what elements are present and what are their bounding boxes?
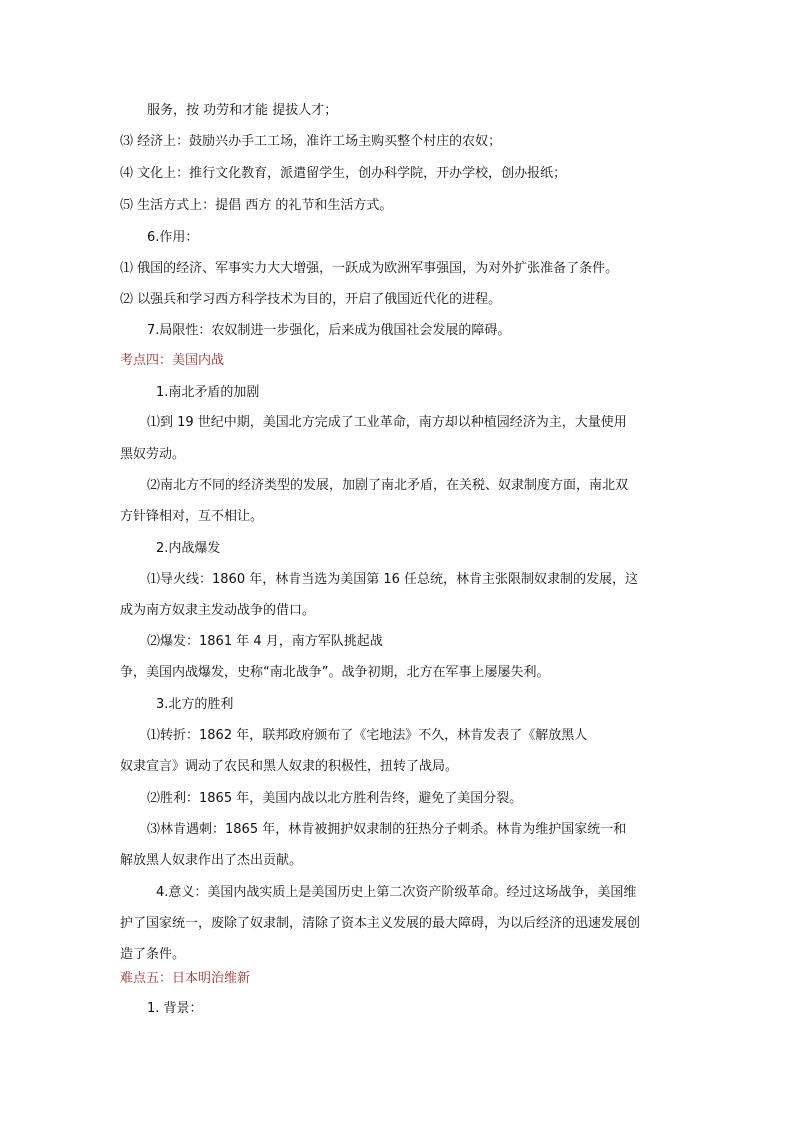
subsection-heading: 2.内战爆发 bbox=[156, 541, 221, 556]
subsection-heading: 7.局限性：农奴制进一步强化，后来成为俄国社会发展的障碍。 bbox=[147, 323, 511, 338]
paragraph-line: 黑奴劳动。 bbox=[120, 447, 186, 462]
list-item: ⑸ 生活方式上：提倡 西方 的礼节和生活方式。 bbox=[120, 198, 393, 213]
paragraph-line: ⑴导火线：1860 年，林肯当选为美国第 16 任总统，林肯主张限制奴隶制的发展，这 bbox=[147, 572, 639, 587]
list-item: ⑵ 以强兵和学习西方科学技术为目的，开启了俄国近代化的进程。 bbox=[120, 292, 502, 307]
paragraph-line: ⑵爆发：1861 年 4 月，南方军队挑起战 bbox=[147, 634, 383, 649]
paragraph-line: ⑴到 19 世纪中期，美国北方完成了工业革命，南方却以种植园经济为主，大量使用 bbox=[147, 415, 627, 430]
subsection-heading: 3.北方的胜利 bbox=[156, 697, 234, 712]
paragraph-line: 奴隶宣言》调动了农民和黑人奴隶的积极性，扭转了战局。 bbox=[120, 759, 459, 774]
paragraph-line: 方针锋相对，互不相让。 bbox=[120, 509, 264, 524]
paragraph-line: 争，美国内战爆发，史称“南北战争”。战争初期，北方在军事上屡屡失利。 bbox=[120, 665, 550, 680]
paragraph-line: 造了条件。 bbox=[120, 947, 186, 962]
list-item: ⑶ 经济上：鼓励兴办手工工场，准许工场主购买整个村庄的农奴； bbox=[120, 134, 502, 149]
section-heading: 考点四：美国内战 bbox=[120, 353, 225, 368]
list-item: ⑴ 俄国的经济、军事实力大大增强，一跃成为欧洲军事强国，为对外扩张准备了条件。 bbox=[120, 261, 619, 276]
subsection-heading: 1. 背景： bbox=[147, 1001, 203, 1016]
subsection-heading: 1.南北矛盾的加剧 bbox=[156, 385, 260, 400]
paragraph-line: ⑶林肯遇刺：1865 年，林肯被拥护奴隶制的狂热分子刺杀。林肯为维护国家统一和 bbox=[147, 822, 627, 837]
section-heading: 难点五：日本明治维新 bbox=[120, 971, 251, 986]
text-line: 服务，按 功劳和才能 提拔人才； bbox=[147, 103, 338, 118]
list-item: ⑷ 文化上：推行文化教育，派遣留学生，创办科学院，开办学校，创办报纸； bbox=[120, 166, 567, 181]
paragraph-line: 4.意义：美国内战实质上是美国历史上第二次资产阶级革命。经过这场战争，美国维 bbox=[156, 885, 637, 900]
paragraph-line: 解放黑人奴隶作出了杰出贡献。 bbox=[120, 853, 303, 868]
paragraph-line: ⑴转折：1862 年，联邦政府颁布了《宅地法》不久，林肯发表了《解放黑人 bbox=[147, 728, 588, 743]
subsection-heading: 6.作用： bbox=[147, 230, 199, 245]
paragraph-line: ⑵胜利：1865 年，美国内战以北方胜利告终，避免了美国分裂。 bbox=[147, 791, 523, 806]
paragraph-line: 成为南方奴隶主发动战争的借口。 bbox=[120, 603, 316, 618]
paragraph-line: ⑵南北方不同的经济类型的发展，加剧了南北矛盾，在关税、奴隶制度方面，南北双 bbox=[147, 478, 629, 493]
paragraph-line: 护了国家统一，废除了奴隶制，清除了资本主义发展的最大障碍，为以后经济的迅速发展创 bbox=[120, 916, 641, 931]
